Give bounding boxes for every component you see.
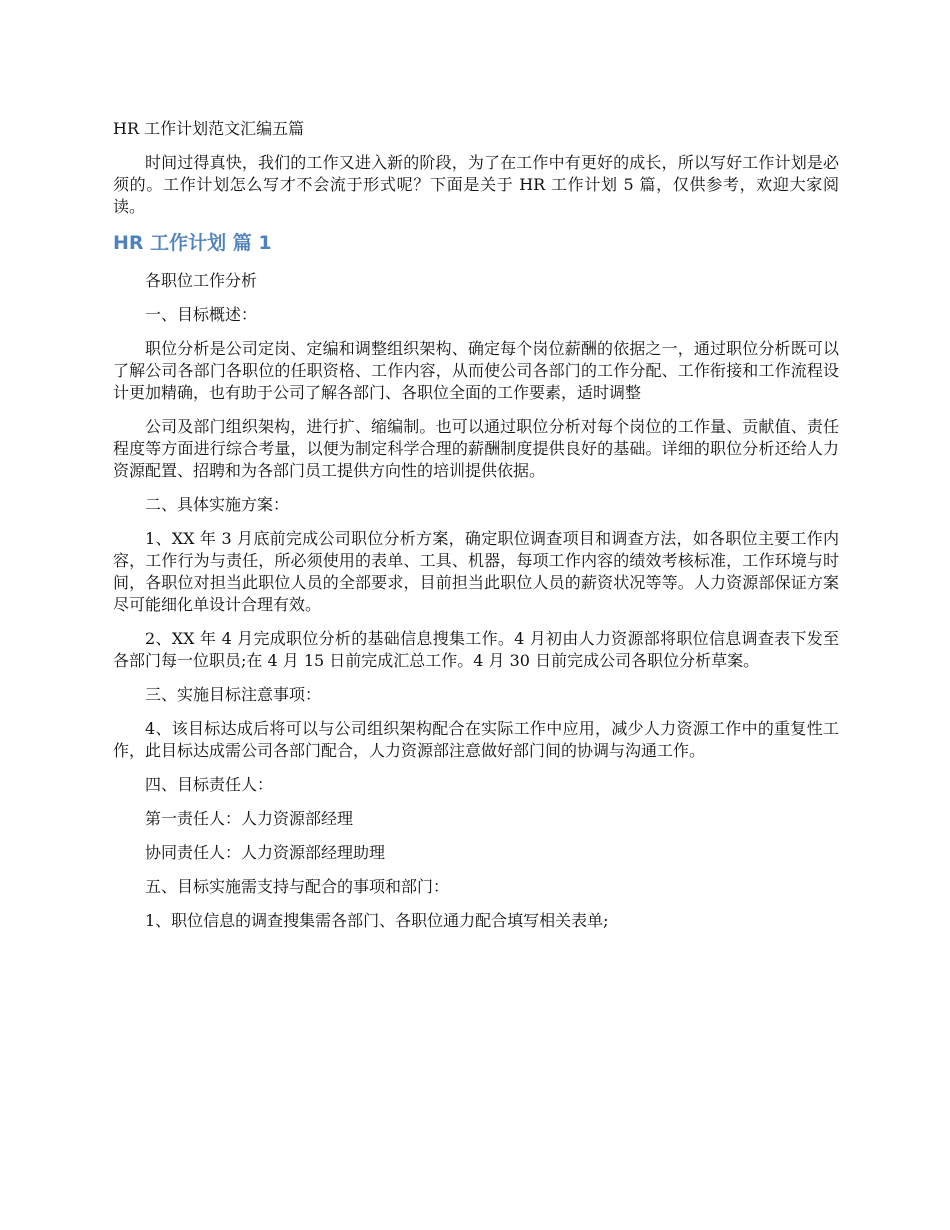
plan-heading: 二、具体实施方案： — [145, 495, 290, 514]
notes-heading: 三、实施目标注意事项： — [145, 685, 322, 704]
goal-paragraph-1: 职位分析是公司定岗、定编和调整组织架构、确定每个岗位薪酬的依据之一，通过职位分析既可以了解公司各部门各职位的任职资格、工作内容，从而使公司各部门的工作分配、工作衔接和工作流程设计更加精确，也有助于公司了解各部门、各职位全面的工作要素，适时调整 — [113, 339, 839, 402]
goal-heading: 一、目标概述： — [145, 305, 258, 324]
owner-heading: 四、目标责任人： — [145, 775, 274, 794]
plan-paragraph-1: 1、XX 年 3 月底前完成公司职位分析方案，确定职位调查项目和调查方法，如各职位主要工作内容，工作行为与责任，所必须使用的表单、工具、机器，每项工作内容的绩效考核标准，工作环境与时间，各职位对担当此职位人员的全部要求，目前担当此职位人员的薪资状况等等。人力资源部保证方案尽可能细化单设计合理有效。 — [113, 529, 839, 614]
goal-paragraph-2: 公司及部门组织架构，进行扩、缩编制。也可以通过职位分析对每个岗位的工作量、贡献值、责任程度等方面进行综合考量，以便为制定科学合理的薪酬制度提供良好的基础。详细的职位分析还给人力资源配置、招聘和为各部门员工提供方向性的培训提供依据。 — [113, 417, 839, 480]
plan-paragraph-2: 2、XX 年 4 月完成职位分析的基础信息搜集工作。4 月初由人力资源部将职位信息调查表下发至各部门每一位职员;在 4 月 15 日前完成汇总工作。4 月 30 日前完成公司各职位分析草案。 — [113, 629, 839, 670]
intro-paragraph: 时间过得真快，我们的工作又进入新的阶段，为了在工作中有更好的成长，所以写好工作计划是必须的。工作计划怎么写才不会流于形式呢？下面是关于 HR 工作计划 5 篇，仅供参考，欢迎大家阅读。 — [113, 153, 839, 216]
support-item-1: 1、职位信息的调查搜集需各部门、各职位通力配合填写相关表单; — [145, 911, 609, 930]
section-subtitle: 各职位工作分析 — [145, 271, 258, 290]
support-heading: 五、目标实施需支持与配合的事项和部门： — [145, 877, 450, 896]
owner-assistant: 协同责任人：人力资源部经理助理 — [145, 843, 386, 862]
owner-primary: 第一责任人：人力资源部经理 — [145, 809, 354, 828]
notes-paragraph-1: 4、该目标达成后将可以与公司组织架构配合在实际工作中应用，减少人力资源工作中的重复性工作，此目标达成需公司各部门配合，人力资源部注意做好部门间的协调与沟通工作。 — [113, 719, 839, 760]
document-title: HR 工作计划范文汇编五篇 — [113, 119, 305, 138]
section-heading: HR 工作计划 篇 1 — [113, 232, 272, 254]
document-page — [113, 118, 839, 944]
